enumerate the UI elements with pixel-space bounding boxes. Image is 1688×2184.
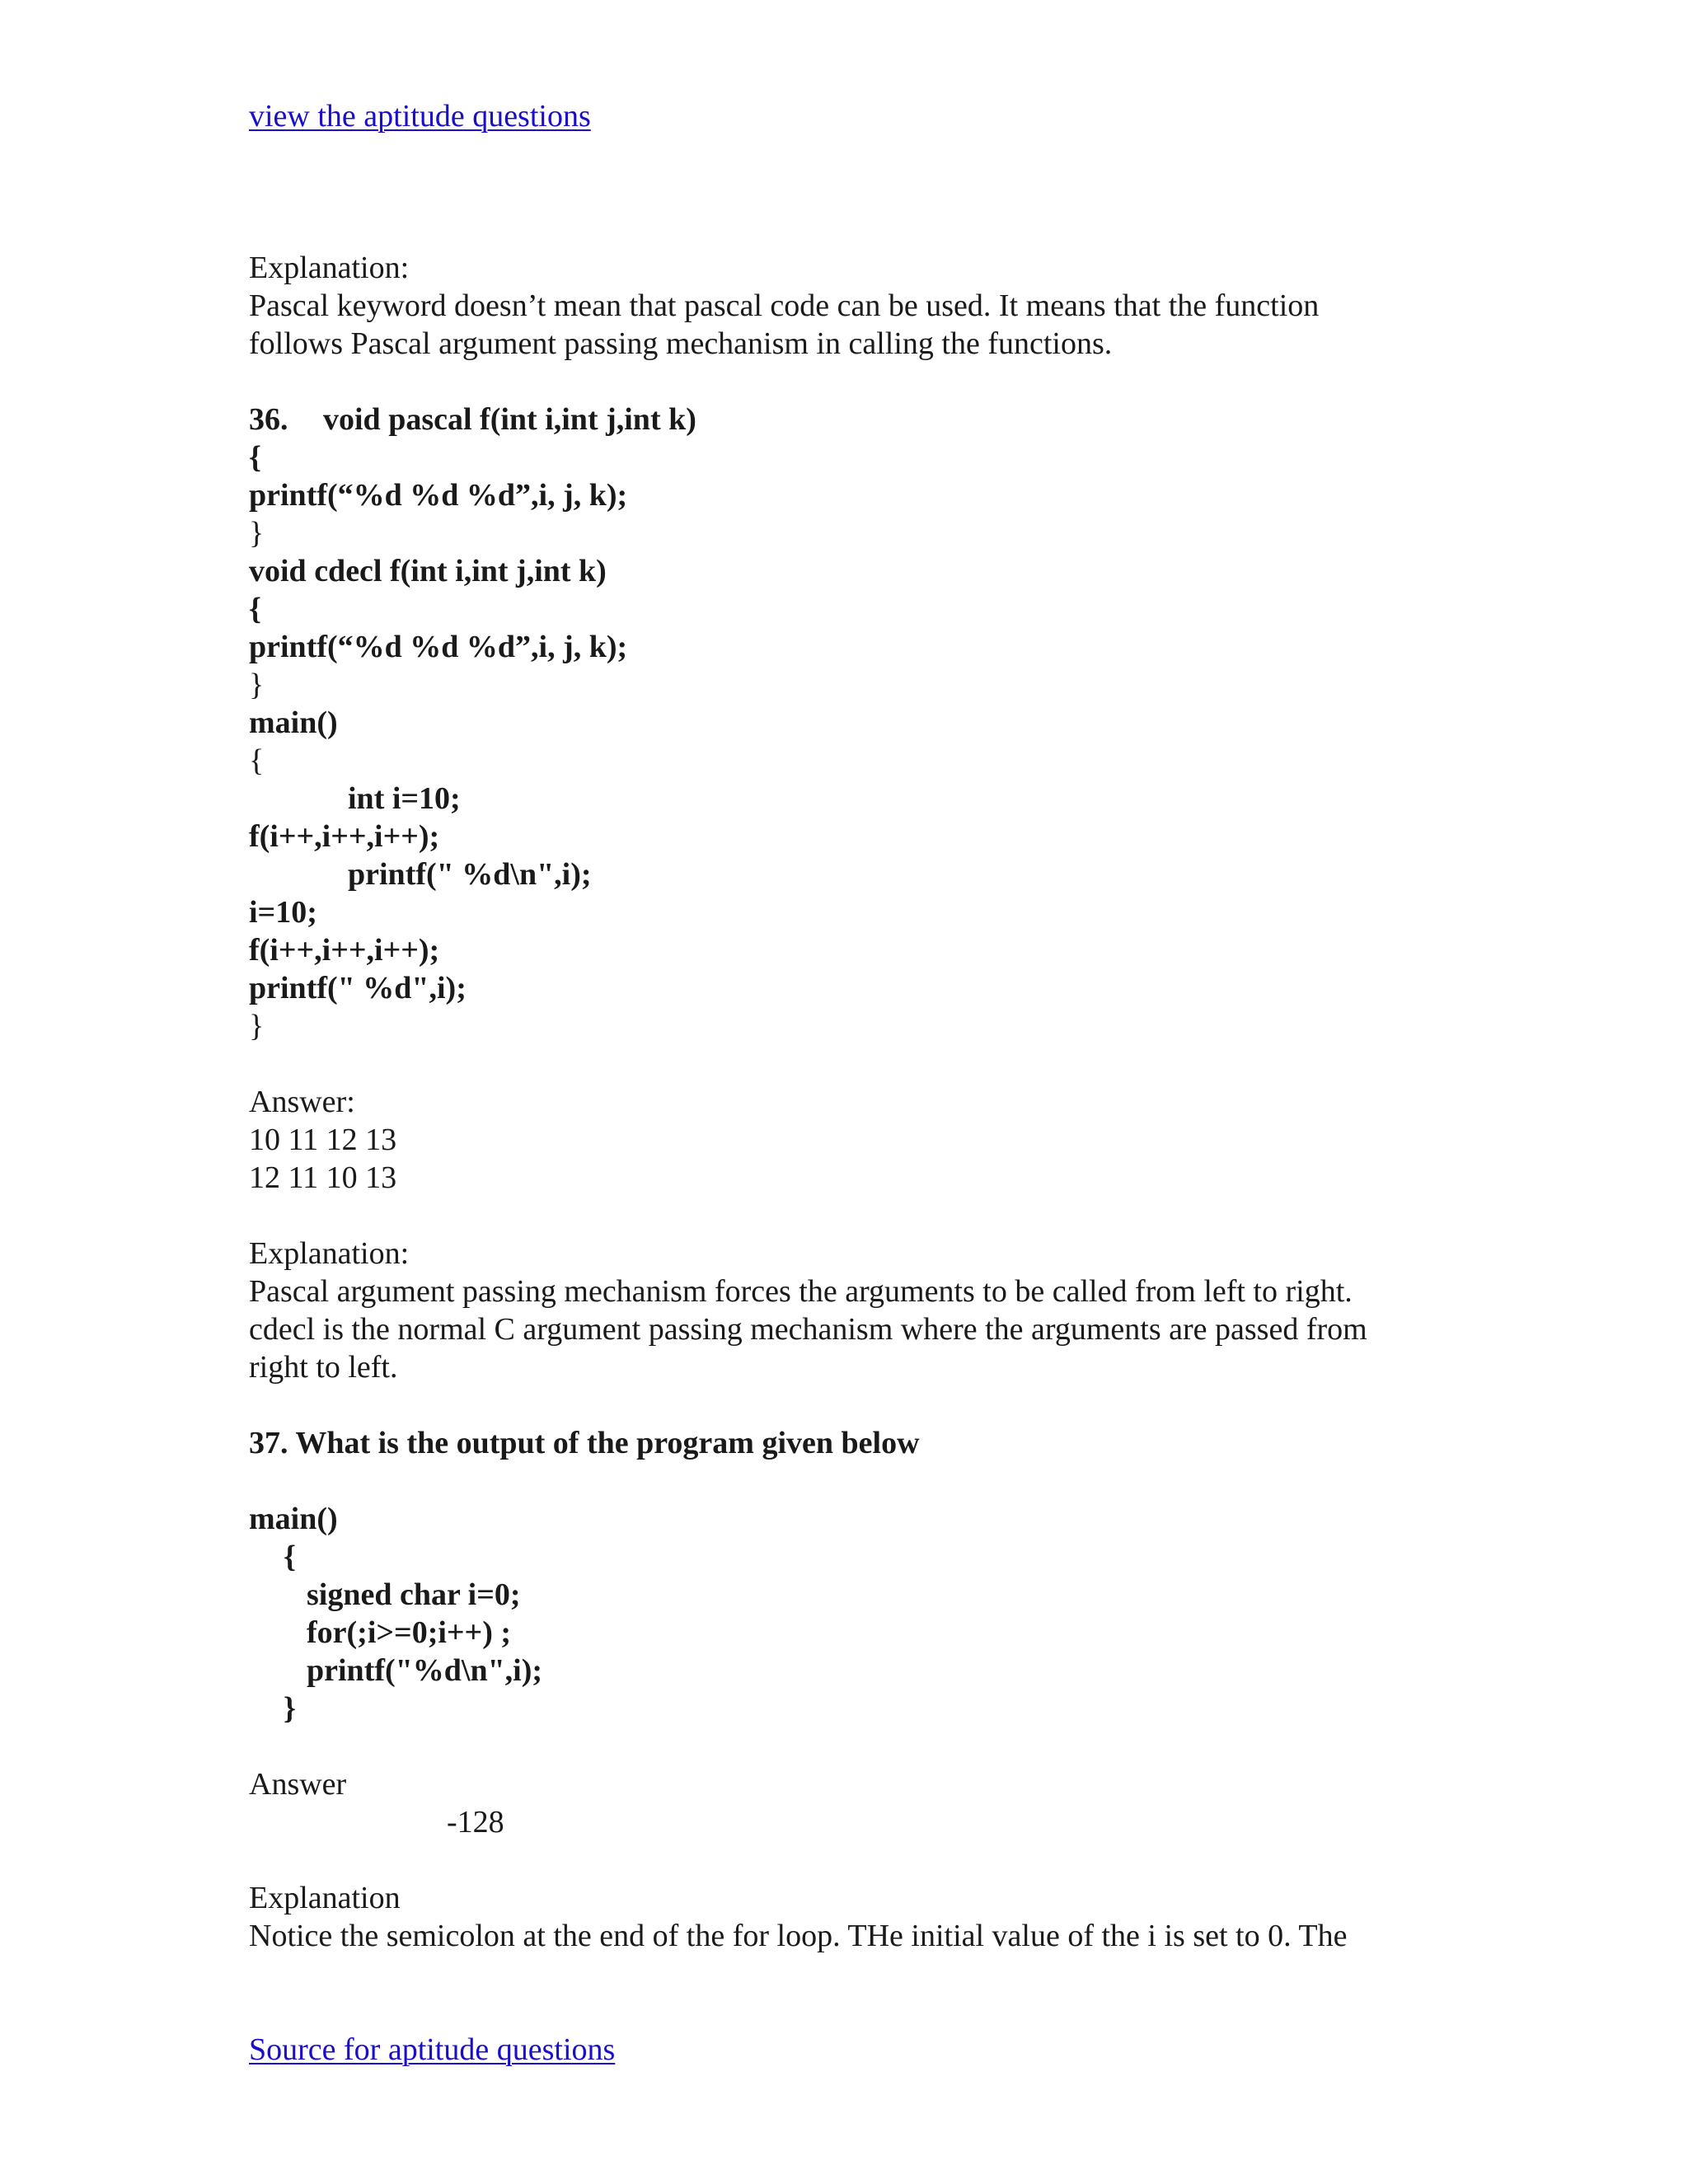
code-line: f(i++,i++,i++); — [249, 933, 440, 968]
document-page — [249, 97, 1469, 2069]
spacer — [249, 363, 1469, 401]
code-line: printf(“%d %d %d”,i, j, k); — [249, 478, 628, 513]
code-line: } — [249, 1009, 265, 1043]
spacer — [249, 1727, 1469, 1765]
answer-heading: Answer — [249, 1767, 347, 1802]
code-line: main() — [249, 705, 338, 740]
code-line: for(;i>=0;i++) ; — [307, 1615, 512, 1650]
explanation-heading: Explanation: — [249, 1236, 410, 1271]
code-line: printf(“%d %d %d”,i, j, k); — [249, 630, 628, 664]
explanation-line: Pascal argument passing mechanism forces the arguments to be called from left to right. — [249, 1274, 1353, 1309]
answer-line: 12 11 10 13 — [249, 1160, 397, 1195]
view-aptitude-questions-link[interactable]: view the aptitude questions — [249, 99, 591, 134]
code-line: { — [249, 592, 261, 626]
code-line: } — [284, 1691, 296, 1726]
spacer — [249, 1197, 1469, 1235]
code-line: } — [249, 516, 265, 551]
explanation-line: cdecl is the normal C argument passing mechanism where the arguments are passed from — [249, 1312, 1367, 1347]
question-number: 36. — [249, 402, 288, 437]
code-line: main() — [249, 1502, 338, 1536]
code-line: printf("%d\n",i); — [307, 1653, 543, 1688]
spacer — [249, 1386, 1469, 1424]
question-signature: void pascal f(int i,int j,int k) — [323, 402, 696, 437]
code-line: printf(" %d\n",i); — [348, 857, 592, 892]
explanation-line: Notice the semicolon at the end of the for loop. THe initial value of the i is set to 0. The — [249, 1919, 1348, 1953]
spacer — [249, 135, 1469, 249]
code-line: f(i++,i++,i++); — [249, 819, 440, 854]
explanation-line: right to left. — [249, 1350, 398, 1385]
code-line: signed char i=0; — [307, 1577, 521, 1612]
code-line: { — [284, 1540, 296, 1574]
code-line: { — [249, 743, 265, 778]
answer-line: 10 11 12 13 — [249, 1122, 397, 1157]
explanation-line: Pascal keyword doesn’t mean that pascal code can be used. It means that the function — [249, 288, 1320, 323]
code-line: } — [249, 668, 265, 702]
spacer — [249, 1462, 1469, 1500]
explanation-heading: Explanation: — [249, 251, 410, 285]
answer-heading: Answer: — [249, 1085, 355, 1119]
code-line: { — [249, 440, 261, 475]
question-36-heading — [249, 401, 1469, 438]
answer-value: -128 — [447, 1805, 504, 1840]
code-line: int i=10; — [348, 781, 461, 816]
code-line: void cdecl f(int i,int j,int k) — [249, 554, 607, 588]
explanation-heading: Explanation — [249, 1881, 401, 1915]
spacer — [249, 1841, 1469, 1879]
code-line: printf(" %d",i); — [249, 971, 467, 1005]
question-37-heading: 37. What is the output of the program given below — [249, 1426, 920, 1460]
spacer — [249, 1045, 1469, 1083]
source-aptitude-questions-link[interactable]: Source for aptitude questions — [249, 2032, 616, 2067]
explanation-line: follows Pascal argument passing mechanism in calling the functions. — [249, 326, 1113, 361]
code-line: i=10; — [249, 895, 317, 930]
spacer — [249, 1955, 1469, 2031]
